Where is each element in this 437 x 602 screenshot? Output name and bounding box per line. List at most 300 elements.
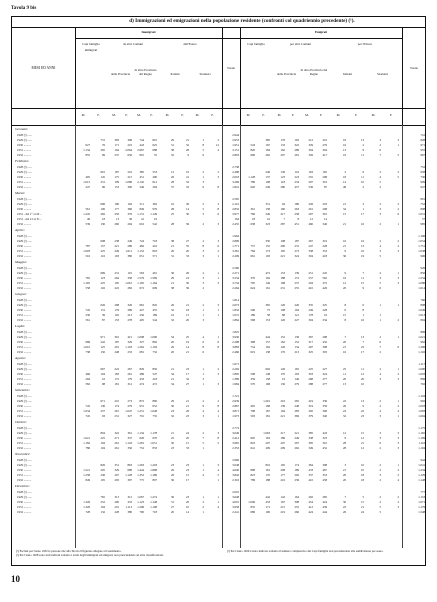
table-cell: 303 bbox=[322, 350, 327, 354]
table-cell: 2.455 bbox=[232, 222, 239, 226]
table-cell: 292 bbox=[308, 495, 313, 499]
year-label: 1929 (³) ...... bbox=[17, 138, 32, 142]
table-cell: 405 bbox=[139, 318, 144, 322]
table-cell: 325 bbox=[308, 350, 313, 354]
header-stranieri-imm: Stranieri bbox=[199, 72, 211, 76]
header-della-provincia-emi: della Provincia bbox=[276, 72, 297, 76]
table-cell: 23 bbox=[171, 463, 174, 467]
table-cell: 249 bbox=[308, 308, 313, 312]
table-cell: 1.296 bbox=[137, 505, 144, 509]
table-cell: 10 bbox=[361, 382, 364, 386]
table-cell: 1.152 bbox=[137, 249, 144, 253]
table-cell: 287 bbox=[280, 222, 285, 226]
table-cell: 167 bbox=[265, 409, 270, 413]
table-cell: 385 bbox=[139, 170, 144, 174]
table-cell: 627 bbox=[85, 143, 90, 147]
table-cell: 869 bbox=[420, 377, 425, 381]
table-cell: 230 bbox=[85, 313, 90, 317]
table-cell: 22 bbox=[171, 202, 174, 206]
table-cell: 3.648 bbox=[232, 495, 239, 499]
table-cell: 8 bbox=[202, 345, 204, 349]
table-cell: 22 bbox=[343, 505, 346, 509]
table-cell: 36 bbox=[129, 217, 132, 221]
table-cell: 3 bbox=[217, 202, 219, 206]
table-cell: 967 bbox=[420, 153, 425, 157]
table-cell: 557 bbox=[308, 276, 313, 280]
table-cell: 3 bbox=[217, 303, 219, 307]
table-cell: 17 bbox=[186, 478, 189, 482]
table-cell: 304 bbox=[308, 318, 313, 322]
table-cell: 16 bbox=[361, 222, 364, 226]
table-cell: 1.021 bbox=[418, 335, 425, 339]
table-cell: 4 bbox=[379, 409, 381, 413]
table-cell: 6 bbox=[217, 212, 219, 216]
table-cell: 2 bbox=[397, 170, 399, 174]
table-cell: 361 bbox=[127, 431, 132, 435]
table-cell: 5 bbox=[202, 207, 204, 211]
table-cell: 1.751 bbox=[418, 244, 425, 248]
year-label: 1932 .......... bbox=[17, 185, 32, 189]
table-cell: 13 bbox=[343, 148, 346, 152]
table-cell: 7 bbox=[362, 340, 364, 344]
table-cell: 36 bbox=[186, 286, 189, 290]
table-cell: 1.165 bbox=[83, 281, 90, 285]
table-cell: 1.973 bbox=[232, 414, 239, 418]
table-cell: 21 bbox=[171, 377, 174, 381]
table-cell: 207 bbox=[265, 441, 270, 445]
table-cell: 167 bbox=[280, 500, 285, 504]
year-label: 1932 .......... bbox=[17, 446, 32, 450]
table-cell: 158 bbox=[265, 377, 270, 381]
header-sex-f: F. bbox=[291, 113, 295, 117]
table-cell: 1 bbox=[202, 367, 204, 371]
table-cell: 863 bbox=[127, 463, 132, 467]
table-cell: 612 bbox=[152, 180, 157, 184]
table-cell: 138 bbox=[265, 350, 270, 354]
table-cell: 194 bbox=[294, 308, 299, 312]
table-cell: 2.738 bbox=[232, 165, 239, 169]
table-cell: 36 bbox=[171, 478, 174, 482]
table-cell: 4 bbox=[217, 148, 219, 152]
table-cell: 2.803 bbox=[232, 153, 239, 157]
table-cell: 187 bbox=[294, 239, 299, 243]
table-cell: 26 bbox=[171, 473, 174, 477]
table-cell: 976 bbox=[152, 207, 157, 211]
table-cell: 251 bbox=[308, 271, 313, 275]
table-cell: 136 bbox=[280, 170, 285, 174]
table-cell: 2 bbox=[397, 244, 399, 248]
table-cell: 104 bbox=[100, 446, 105, 450]
table-cell: 892 bbox=[152, 340, 157, 344]
table-cell: 329 bbox=[308, 143, 313, 147]
header-immigrati: Immigrati bbox=[141, 30, 156, 34]
table-cell: 310 bbox=[322, 441, 327, 445]
table-cell: 891 bbox=[420, 197, 425, 201]
table-cell: 2 bbox=[397, 318, 399, 322]
table-cell: 395 bbox=[308, 441, 313, 445]
year-label: 1929 (³) ...... bbox=[17, 202, 32, 206]
table-cell: 26 bbox=[171, 303, 174, 307]
table-cell: 1.548 bbox=[418, 510, 425, 514]
table-cell: 38 bbox=[171, 148, 174, 152]
year-label: 1928 (²) ...... bbox=[17, 330, 32, 334]
table-cell: 1.245 bbox=[83, 212, 90, 216]
table-cell: 14 bbox=[343, 180, 346, 184]
table-cell: 410 bbox=[308, 478, 313, 482]
table-cell: 9 bbox=[344, 249, 346, 253]
table-cell: 187 bbox=[114, 170, 119, 174]
table-cell: 8 bbox=[217, 207, 219, 211]
table-cell: 6 bbox=[202, 340, 204, 344]
table-cell: 765 bbox=[100, 495, 105, 499]
table-cell: 367 bbox=[308, 335, 313, 339]
table-cell: 216 bbox=[280, 478, 285, 482]
table-cell: 195 bbox=[114, 281, 119, 285]
table-cell: 179 bbox=[127, 377, 132, 381]
table-cell: 2 bbox=[379, 222, 381, 226]
table-cell: 689 bbox=[85, 340, 90, 344]
table-cell: 303 bbox=[308, 372, 313, 376]
table-cell: 3.734 bbox=[232, 281, 239, 285]
table-cell: 23 bbox=[361, 414, 364, 418]
table-cell: 3.049 bbox=[232, 431, 239, 435]
table-cell: 15 bbox=[343, 313, 346, 317]
table-cell: 234 bbox=[294, 180, 299, 184]
table-cell: 36 bbox=[186, 202, 189, 206]
table-cell: 1.251 bbox=[137, 409, 144, 413]
table-cell: 691 bbox=[100, 170, 105, 174]
table-cell: 2 bbox=[379, 350, 381, 354]
table-cell: 16 bbox=[343, 239, 346, 243]
table-cell: 2.316 bbox=[232, 478, 239, 482]
table-cell: 1.165 bbox=[418, 431, 425, 435]
table-cell: 398 bbox=[250, 340, 255, 344]
header-sex-f: F. bbox=[262, 113, 265, 117]
table-cell: 2 bbox=[217, 399, 219, 403]
table-cell: 992 bbox=[420, 399, 425, 403]
table-cell: 283 bbox=[294, 409, 299, 413]
table-cell: 6 bbox=[202, 350, 204, 354]
table-cell: 231 bbox=[280, 286, 285, 290]
table-cell: 19 bbox=[361, 254, 364, 258]
table-cell: 136 bbox=[280, 382, 285, 386]
table-cell: 1.102 bbox=[418, 350, 425, 354]
table-cell: 168 bbox=[265, 404, 270, 408]
table-cell: 3 bbox=[397, 446, 399, 450]
header-capi-famiglia-emi: Capi famiglia bbox=[247, 42, 265, 46]
table-cell: 30 bbox=[171, 441, 174, 445]
table-cell: 4.640 bbox=[232, 468, 239, 472]
year-label: 1931 - dal 21 al 31 .. bbox=[17, 217, 42, 221]
table-cell: 439 bbox=[322, 505, 327, 509]
year-label: 1929 (³) ...... bbox=[17, 335, 32, 339]
table-cell: 246 bbox=[265, 212, 270, 216]
table-cell: 417 bbox=[322, 153, 327, 157]
table-cell: 267 bbox=[127, 367, 132, 371]
table-cell: 109 bbox=[114, 180, 119, 184]
table-cell: 482 bbox=[139, 244, 144, 248]
table-cell: 4 bbox=[379, 244, 381, 248]
year-label: 1928 (²) ...... bbox=[17, 234, 32, 238]
table-cell: 3 bbox=[202, 377, 204, 381]
table-cell: 18 bbox=[252, 217, 255, 221]
table-cell: 2 bbox=[397, 202, 399, 206]
table-cell: 2 bbox=[379, 185, 381, 189]
table-cell: 9 bbox=[344, 436, 346, 440]
table-cell: 21 bbox=[186, 138, 189, 142]
year-label: 1931 .......... bbox=[17, 505, 32, 509]
table-cell: 29 bbox=[171, 399, 174, 403]
table-cell: 20 bbox=[186, 318, 189, 322]
table-cell: 1.178 bbox=[150, 431, 157, 435]
table-cell: 21 bbox=[343, 222, 346, 226]
table-cell: 126 bbox=[280, 303, 285, 307]
table-cell: 2 bbox=[217, 249, 219, 253]
table-cell: 238 bbox=[114, 239, 119, 243]
table-cell: 718 bbox=[152, 510, 157, 514]
table-cell: 10 bbox=[361, 463, 364, 467]
table-cell: 22 bbox=[171, 436, 174, 440]
table-cell: 899 bbox=[420, 330, 425, 334]
table-cell: 136 bbox=[100, 404, 105, 408]
table-cell: 898 bbox=[250, 468, 255, 472]
month-label: Luglio: bbox=[15, 324, 26, 328]
year-label: 1930 .......... bbox=[17, 468, 32, 472]
table-cell: 3.534 bbox=[232, 276, 239, 280]
table-cell: 162 bbox=[265, 345, 270, 349]
table-cell: 31 bbox=[171, 500, 174, 504]
table-cell: 1.001 bbox=[83, 345, 90, 349]
year-label: 1931 .......... bbox=[17, 180, 32, 184]
table-cell: 181 bbox=[114, 382, 119, 386]
table-cell: 266 bbox=[294, 510, 299, 514]
table-cell: 385 bbox=[308, 431, 313, 435]
table-cell: 1.964 bbox=[232, 234, 239, 238]
table-cell: 15 bbox=[186, 441, 189, 445]
table-cell: 391 bbox=[322, 212, 327, 216]
table-cell: 3 bbox=[202, 281, 204, 285]
table-cell: 3 bbox=[379, 431, 381, 435]
table-cell: 766 bbox=[250, 212, 255, 216]
table-cell: 145 bbox=[100, 175, 105, 179]
table-cell: 165 bbox=[322, 170, 327, 174]
table-cell: 304 bbox=[308, 148, 313, 152]
table-cell: 808 bbox=[420, 207, 425, 211]
table-cell: 1 bbox=[202, 372, 204, 376]
table-cell: 810 bbox=[152, 138, 157, 142]
table-cell: 1.093 bbox=[83, 249, 90, 253]
table-cell: 2 bbox=[397, 372, 399, 376]
table-cell: 1.143 bbox=[125, 441, 132, 445]
table-cell: 11 bbox=[343, 372, 346, 376]
table-cell: 570 bbox=[250, 382, 255, 386]
header-sex-m: M. bbox=[277, 113, 282, 117]
table-cell: 255 bbox=[294, 505, 299, 509]
table-cell: 658 bbox=[420, 170, 425, 174]
year-label: 1928 (²) ...... bbox=[17, 298, 32, 302]
table-cell: 21 bbox=[361, 505, 364, 509]
table-cell: 2.064 bbox=[125, 148, 132, 152]
table-cell: 1 bbox=[397, 463, 399, 467]
table-cell: 153 bbox=[114, 318, 119, 322]
table-cell: 327 bbox=[139, 340, 144, 344]
table-cell: 123 bbox=[100, 276, 105, 280]
table-cell: 1.116 bbox=[418, 441, 425, 445]
table-cell: 1.263 bbox=[137, 463, 144, 467]
table-cell: 313 bbox=[114, 495, 119, 499]
table-cell: 433 bbox=[265, 500, 270, 504]
table-cell: 2 bbox=[217, 367, 219, 371]
table-cell: 277 bbox=[322, 382, 327, 386]
table-cell: 24 bbox=[361, 510, 364, 514]
table-cell: 23 bbox=[186, 414, 189, 418]
table-cell: 8 bbox=[202, 143, 204, 147]
header-immigrati-sub: immigrati bbox=[84, 48, 98, 52]
table-row bbox=[12, 286, 425, 291]
table-cell: 237 bbox=[114, 153, 119, 157]
table-cell: 24 bbox=[186, 431, 189, 435]
table-cell: 193 bbox=[114, 254, 119, 258]
table-cell: 3 bbox=[202, 276, 204, 280]
table-cell: 271 bbox=[114, 436, 119, 440]
table-cell: 4 bbox=[217, 468, 219, 472]
table-cell: 356 bbox=[127, 446, 132, 450]
table-cell: 289 bbox=[127, 244, 132, 248]
table-cell: 189 bbox=[294, 468, 299, 472]
table-cell: 6 bbox=[379, 148, 381, 152]
table-cell: 162 bbox=[280, 340, 285, 344]
table-cell: 1.291 bbox=[263, 399, 270, 403]
table-cell: 268 bbox=[308, 377, 313, 381]
table-cell: 14 bbox=[186, 510, 189, 514]
table-cell: 792 bbox=[420, 382, 425, 386]
table-cell: 39 bbox=[102, 313, 105, 317]
table-cell: 2 bbox=[397, 468, 399, 472]
table-cell: 19 bbox=[282, 377, 285, 381]
table-cell: 398 bbox=[322, 463, 327, 467]
table-cell: 444 bbox=[265, 335, 270, 339]
table-cell: 12 bbox=[310, 217, 313, 221]
table-cell: 516 bbox=[85, 254, 90, 258]
table-cell: 1.175 bbox=[418, 426, 425, 430]
table-cell: 3.361 bbox=[232, 249, 239, 253]
table-cell: 626 bbox=[100, 303, 105, 307]
table-cell: 3 bbox=[202, 414, 204, 418]
table-cell: 1.086 bbox=[125, 180, 132, 184]
table-cell: 1 bbox=[379, 303, 381, 307]
table-cell: 1 bbox=[217, 276, 219, 280]
table-cell: 171 bbox=[114, 143, 119, 147]
table-cell: 2.673 bbox=[232, 303, 239, 307]
table-cell: 308 bbox=[322, 345, 327, 349]
table-cell: 208 bbox=[280, 468, 285, 472]
table-cell: 20 bbox=[343, 377, 346, 381]
table-row bbox=[12, 185, 425, 190]
table-cell: 32 bbox=[186, 377, 189, 381]
table-cell: 349 bbox=[308, 446, 313, 450]
table-cell: 568 bbox=[250, 318, 255, 322]
table-cell: 25 bbox=[186, 335, 189, 339]
table-cell: 98 bbox=[102, 382, 105, 386]
table-cell: 14 bbox=[324, 217, 327, 221]
year-label: 1931 .......... bbox=[17, 473, 32, 477]
table-cell: 2 bbox=[202, 271, 204, 275]
table-cell: 334 bbox=[322, 318, 327, 322]
table-cell: 1 bbox=[202, 382, 204, 386]
table-cell: 7 bbox=[379, 153, 381, 157]
year-label: 1931 .......... bbox=[17, 345, 32, 349]
table-cell: 582 bbox=[85, 382, 90, 386]
table-cell: 29 bbox=[171, 276, 174, 280]
table-cell: 1.951 bbox=[232, 143, 239, 147]
year-label: 1930 .......... bbox=[17, 143, 32, 147]
table-cell: 1.051 bbox=[150, 441, 157, 445]
table-cell: 139 bbox=[280, 404, 285, 408]
header-sex-m: M. bbox=[246, 113, 251, 117]
table-cell: 36 bbox=[171, 271, 174, 275]
table-cell: 1 bbox=[202, 446, 204, 450]
table-cell: 216 bbox=[322, 138, 327, 142]
table-cell: 15 bbox=[186, 473, 189, 477]
table-cell: 1.038 bbox=[418, 249, 425, 253]
table-cell: 209 bbox=[265, 446, 270, 450]
table-cell: 12 bbox=[343, 281, 346, 285]
year-label: 1931 .......... bbox=[17, 441, 32, 445]
table-cell: 372 bbox=[322, 281, 327, 285]
table-cell: 752 bbox=[420, 165, 425, 169]
table-cell: 32 bbox=[171, 318, 174, 322]
table-cell: 130 bbox=[100, 222, 105, 226]
year-label: 1930 .......... bbox=[17, 244, 32, 248]
table-cell: 18 bbox=[343, 175, 346, 179]
table-cell: 26 bbox=[171, 175, 174, 179]
table-cell: 219 bbox=[280, 510, 285, 514]
table-cell: 192 bbox=[294, 138, 299, 142]
table-cell: 489 bbox=[139, 372, 144, 376]
table-cell: 3 bbox=[217, 175, 219, 179]
table-cell: 5 bbox=[397, 175, 399, 179]
table-cell: 808 bbox=[420, 303, 425, 307]
table-cell: 221 bbox=[280, 414, 285, 418]
table-cell: 294 bbox=[152, 185, 157, 189]
table-cell: 149 bbox=[265, 281, 270, 285]
table-cell: 20 bbox=[186, 500, 189, 504]
table-row bbox=[12, 414, 425, 419]
table-cell: 855 bbox=[85, 153, 90, 157]
table-cell: 2 bbox=[379, 446, 381, 450]
header-di-altra-provincia-emi: di altra Provincia del Regno bbox=[300, 68, 328, 76]
table-cell: 1.898 bbox=[150, 468, 157, 472]
table-cell: 172 bbox=[294, 276, 299, 280]
table-cell: 544 bbox=[152, 318, 157, 322]
table-cell: 93 bbox=[102, 414, 105, 418]
table-cell: 1 bbox=[397, 399, 399, 403]
table-cell: 6 bbox=[379, 340, 381, 344]
table-cell: 638 bbox=[250, 222, 255, 226]
table-cell: 553 bbox=[152, 170, 157, 174]
table-cell: 164 bbox=[294, 495, 299, 499]
table-cell: 20 bbox=[171, 350, 174, 354]
table-cell: 1.165 bbox=[137, 281, 144, 285]
year-label: 1930 .......... bbox=[17, 372, 32, 376]
table-cell: 16 bbox=[102, 377, 105, 381]
table-cell: 17 bbox=[186, 372, 189, 376]
table-cell: 27 bbox=[171, 505, 174, 509]
table-cell: 262 bbox=[294, 446, 299, 450]
header-sex-f: F. bbox=[150, 113, 153, 117]
table-cell: 724 bbox=[139, 239, 144, 243]
table-cell: 3 bbox=[397, 276, 399, 280]
